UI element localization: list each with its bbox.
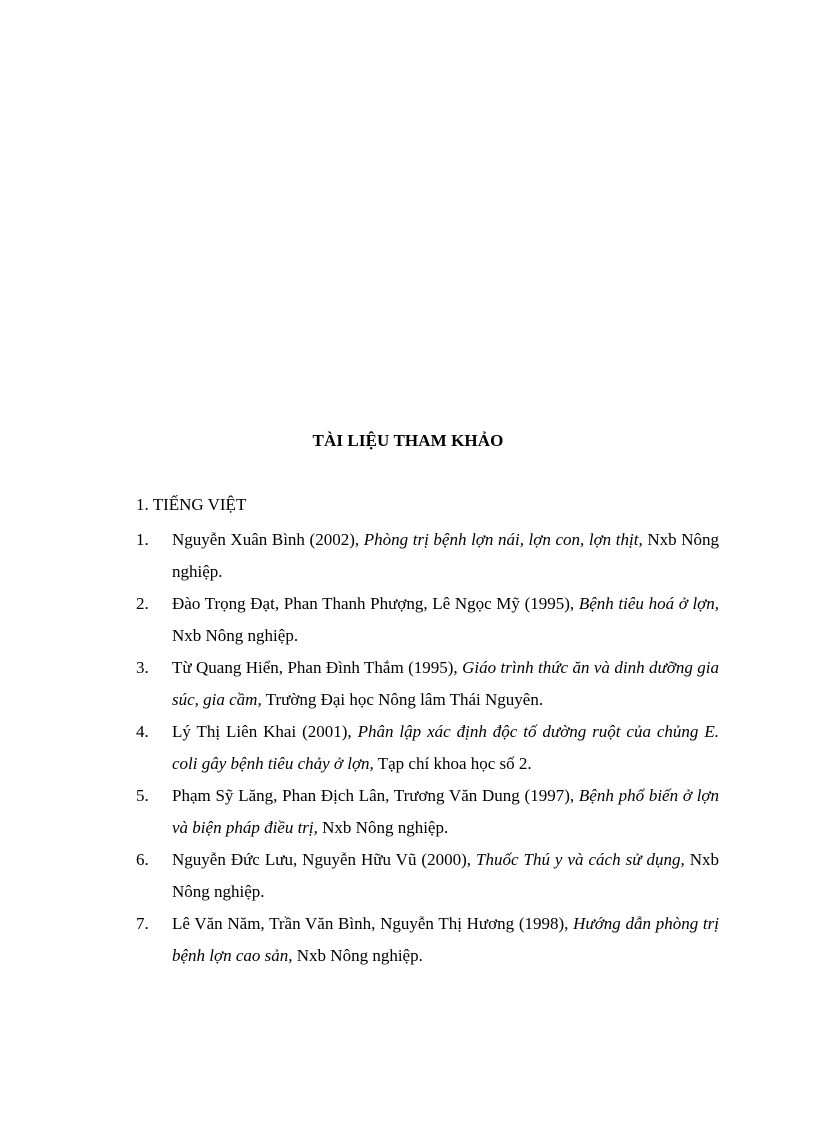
reference-authors: Lý Thị Liên Khai (2001),	[172, 722, 358, 741]
reference-item	[136, 524, 719, 588]
reference-number: 6.	[136, 850, 149, 869]
reference-text	[172, 652, 719, 716]
reference-title: Bệnh phổ biến ở lợn và biện pháp điều trị,	[172, 786, 719, 837]
reference-authors: Phạm Sỹ Lăng, Phan Địch Lân, Trương Văn Dung (1997),	[172, 786, 579, 805]
reference-text	[172, 716, 719, 780]
page-title: TÀI LIỆU THAM KHẢO	[312, 431, 504, 450]
reference-text	[172, 588, 719, 652]
reference-publisher: Nxb Nông nghiệp.	[317, 818, 449, 837]
reference-text	[172, 844, 719, 908]
reference-title: Giáo trình thức ăn và dinh dưỡng gia súc, gia cầm,	[172, 658, 719, 709]
reference-list	[136, 524, 719, 972]
reference-title: Phòng trị bệnh lợn nái, lợn con, lợn thịt,	[363, 530, 643, 549]
reference-text	[172, 780, 719, 844]
reference-title: Hướng dẫn phòng trị bệnh lợn cao sản,	[172, 914, 719, 965]
reference-number: 2.	[136, 594, 149, 613]
reference-publisher: Nxb Nông nghiệp.	[172, 626, 299, 645]
reference-item	[136, 844, 719, 908]
reference-authors: Đào Trọng Đạt, Phan Thanh Phượng, Lê Ngọc Mỹ (1995),	[172, 594, 579, 613]
reference-number: 5.	[136, 786, 149, 805]
reference-text	[172, 524, 719, 588]
section-heading: 1. TIẾNG VIỆT	[136, 495, 247, 514]
reference-item	[136, 908, 719, 972]
reference-authors: Lê Văn Năm, Trần Văn Bình, Nguyễn Thị Hương (1998),	[172, 914, 574, 933]
reference-text	[172, 908, 719, 972]
reference-authors: Nguyễn Xuân Bình (2002),	[172, 530, 364, 549]
reference-number: 7.	[136, 914, 149, 933]
reference-publisher: Nxb Nông nghiệp.	[172, 850, 720, 901]
reference-item	[136, 652, 719, 716]
reference-authors: Từ Quang Hiển, Phan Đình Thắm (1995),	[172, 658, 463, 677]
reference-authors: Nguyễn Đức Lưu, Nguyễn Hữu Vũ (2000),	[172, 850, 476, 869]
reference-number: 1.	[136, 530, 149, 549]
reference-title: Bệnh tiêu hoá ở lợn,	[578, 594, 720, 613]
reference-publisher: Trường Đại học Nông lâm Thái Nguyên.	[261, 690, 544, 709]
reference-item	[136, 588, 719, 652]
reference-publisher: Nxb Nông nghiệp.	[172, 530, 719, 581]
reference-item	[136, 780, 719, 844]
reference-item	[136, 716, 719, 780]
reference-title: Phân lập xác định độc tố dường ruột của chủng E. coli gây bệnh tiêu chảy ở lợn,	[172, 722, 719, 773]
reference-number: 3.	[136, 658, 149, 677]
reference-number: 4.	[136, 722, 149, 741]
reference-publisher: Nxb Nông nghiệp.	[292, 946, 423, 965]
reference-publisher: Tạp chí khoa học số 2.	[373, 754, 532, 773]
reference-title: Thuốc Thú y và cách sử dụng,	[476, 850, 685, 869]
